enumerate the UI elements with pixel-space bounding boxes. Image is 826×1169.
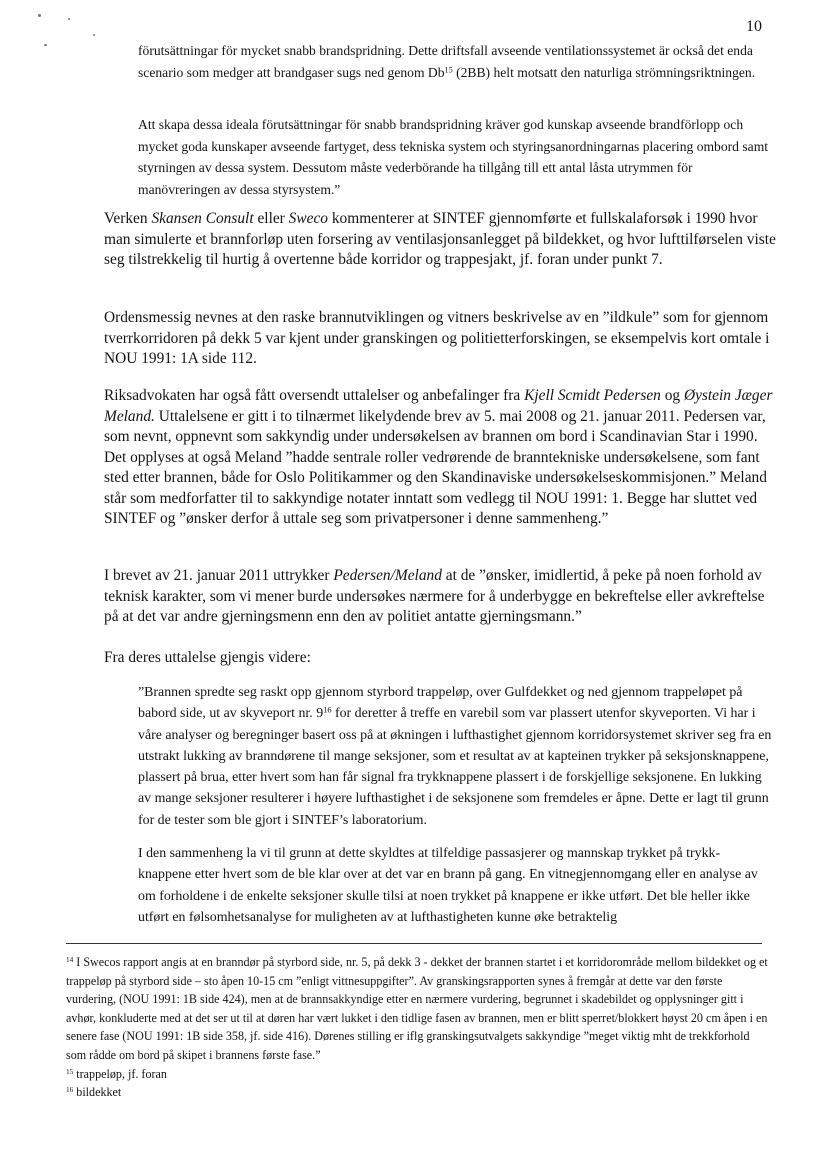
quote3-text: ”Brannen spredte seg raskt opp gjennom styrbord trappeløp, over Gulfdekket og ned gjennom trappeløpet på babord side, ut av skyveport nr. 9: [138, 685, 743, 722]
footnote-15: [66, 1065, 770, 1084]
page-number: 10: [746, 18, 762, 35]
para1-text: eller: [253, 210, 289, 227]
paragraph-2: Ordensmessig nevnes at den raske brannutviklingen og vitners beskrivelse av en ”ildkule” som for gjennom tverrkorridoren på dekk 5 var kjent under granskingen og politietterforskingen, se eksempelvis kort omtale i NOU 1991: 1A side 112.: [104, 309, 770, 367]
quote-intro: [138, 40, 772, 83]
footnote-text: bildekket: [73, 1085, 122, 1100]
scan-speck: [68, 18, 70, 20]
para4-text: I brevet av 21. januar 2011 uttrykker: [104, 567, 334, 584]
footnote-ref-15: 15: [444, 65, 453, 75]
footnote-number: 14: [66, 956, 74, 965]
quote3-text: for deretter å treffe en varebil som var plassert utenfor skyveporten. Vi har i våre analyser og beregninger basert oss på at økningen i lufthastighet gjennom korridorsystemet skriver seg fra en utstrakt lukking av branndørene til mange seksjoner, som et resultat av at kapteinen trykker på seksjonsknappene, plassert på brua, etter hvert som han får signal fra trykknappene plassert i de forskjellige seksjonene. En lukking av mange seksjoner resulterer i høyere lufthastighet i de seksjonene som fremdeles er åpne. Dette er lagt til grunn for de tester som ble gjort i SINTEF’s laboratorium.: [138, 706, 772, 828]
footnote-ref-16: 16: [323, 705, 332, 715]
footnote-16: [66, 1083, 770, 1102]
para1-text: Verken: [104, 210, 152, 227]
quote-intro-text-a: förutsättningar för mycket snabb brandspridning. Dette driftsfall avseende ventilationssystemet är också det enda scenario som medger att brandgaser sugs ned genom Db: [138, 43, 753, 80]
para3-text: Riksadvokaten har også fått oversendt uttalelser og anbefalinger fra: [104, 387, 525, 404]
quote-second: Att skapa dessa ideala förutsättningar för snabb brandspridning kräver god kunskap avseende brandförlopp och mycket goda kunskaper avseende fartyget, dess tekniska system och styringsanordningarnas placering ombord samt styrningen av dessa system. Dessutom måste vederbörande ha tillgång till ett antal låsta utrymmen för manövreringen av dessa styrsystem.”: [138, 117, 769, 197]
para3-italic-pedersen: Kjell Scmidt Pedersen: [524, 387, 661, 404]
para1-italic-sweco: Sweco: [288, 210, 328, 227]
quote-sammenheng: I den sammenheng la vi til grunn at dette skyldtes at tilfeldige passasjerer og mannskap trykket på trykk-knappene etter hvert som de ble klar over at det var en brann på gang. En vitnegjennomgang eller en analyse av om forholdene i de enkelte seksjoner skulle tilsi at noen trykket på knappene er ikke utført. Det ble heller ikke utført en følsomhetsanalyse for muligheten av at lufthastigheten kunne øke betraktelig: [138, 846, 758, 925]
scan-speck: [93, 34, 95, 36]
paragraph-5: Fra deres uttalelse gjengis videre:: [104, 649, 311, 666]
para1-text: kommenterer at SINTEF gjennomførte et fullskalaforsøk i 1990 hvor man simulerte et brannforløp uten forsering av ventilasjonsanlegget på bildekket, og hvor lufttilførselen viste seg tilstrekkelig til hurtig å overtenne både korridor og trappesjakt, jf. foran under punkt 7.: [104, 210, 776, 268]
footnote-divider: [66, 943, 762, 944]
footnote-text: I Swecos rapport angis at en branndør på styrbord side, nr. 5, på dekk 3 - dekket der brannen startet i et korridorområde mellom bildekket og et trappeløp på styrbord side – sto åpen 10-15 cm ”enligt vittnesuppgifter”. Av granskingsrapporten synes å fremgår at dette var den første vurdering, (NOU 1991: 1B side 424), men at de brannsakkyndige etter en nærmere vurdering, begrunnet i skadebildet og opplysninger gitt i avhør, konkluderte med at det ser ut til at døren har vært lukket i den tidlige fasen av brannen, men er blitt sperret/blokkert høyst 20 cm åpen i en senere fase (NOU 1991: 1B side 358, jf. side 416). Dørenes stilling er iflg granskingsutvalgets sakkyndige ”meget viktig mht de trekkforhold som rådde om bord på skipet i brannens første fase.”: [66, 955, 768, 1062]
footnote-number: 15: [66, 1067, 74, 1076]
paragraph-4: [104, 566, 780, 628]
para3-text: og: [660, 387, 684, 404]
para1-italic-skansen: Skansen Consult: [151, 210, 254, 227]
scan-speck: [44, 44, 47, 46]
paragraph-1: [104, 209, 780, 271]
quote-brannen: [138, 682, 772, 831]
paragraph-3: [104, 386, 780, 530]
footnote-text: trappeløp, jf. foran: [73, 1066, 167, 1081]
footnotes: [66, 953, 770, 1102]
para4-text: at de ”ønsker, imidlertid, å peke på noen forhold av teknisk karakter, som vi mener burde undersøkes nærmere for å underbygge en bekreftelse eller avkreftelse på at det var andre gjerningsmenn enn den av politiet antatte gjerningsmann.”: [104, 567, 765, 625]
quote-intro-text-b: (2BB) helt motsatt den naturliga strömningsriktningen.: [452, 64, 756, 80]
scan-speck: [38, 14, 41, 17]
para3-text: Uttalelsene er gitt i to tilnærmet likelydende brev av 5. mai 2008 og 21. januar 2011. Pedersen var, som nevnt, oppnevnt som sakkyndig under undersøkelsen av brannen om bord i Scandinavian Star i 1990. Det opplyses at også Meland ”hadde sentrale roller vedrørende de branntekniske undersøkelsene, som fant sted etter brannen, både for Oslo Politikammer og den Skandinaviske undersøkelseskommisjonen.” Meland står som medforfatter til to sakkyndige notater inntatt som vedlegg til NOU 1991: 1. Begge har sluttet ved SINTEF og ”ønsker derfor å uttale seg som privatpersoner i denne sammenheng.”: [104, 407, 767, 527]
footnote-14: [66, 953, 770, 1065]
footnote-number: 16: [66, 1086, 74, 1095]
para3-italic-meland: Øystein Jæger Meland.: [104, 387, 773, 425]
para4-italic-names: Pedersen/Meland: [333, 567, 442, 584]
